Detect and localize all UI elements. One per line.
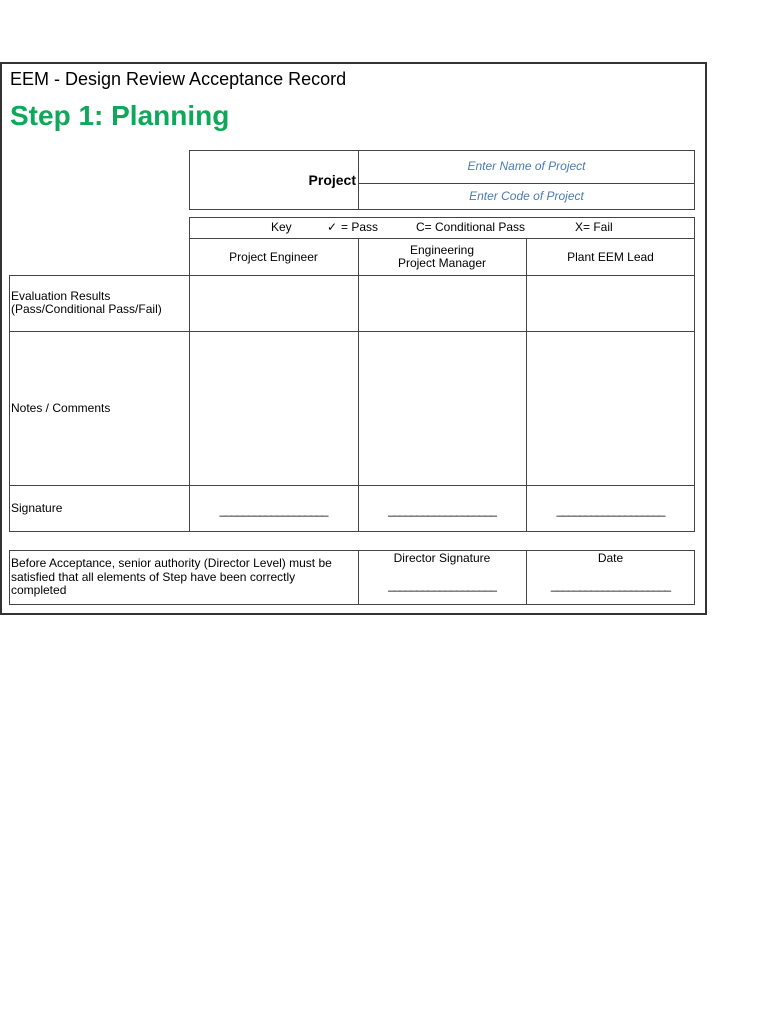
signature-label: Signature (11, 501, 63, 515)
column-header-label: Project Manager (397, 256, 487, 270)
signature-line-project-engineer[interactable]: ___________________ (219, 502, 328, 517)
evaluation-project-engineer-cell[interactable] (190, 276, 357, 330)
date-label: Date (597, 550, 624, 565)
date-line[interactable]: _____________________ (550, 577, 671, 592)
column-header-label: Engineering (409, 243, 475, 257)
notes-project-manager-cell[interactable] (359, 332, 525, 484)
check-icon: ✓ (327, 220, 338, 234)
column-header-plant-eem-lead (526, 238, 695, 276)
notes-plant-eem-lead-cell[interactable] (527, 332, 694, 484)
key-pass: = Pass (341, 220, 379, 234)
notes-project-engineer-cell[interactable] (190, 332, 357, 484)
director-signature-label: Director Signature (393, 550, 491, 565)
step-title: Step 1: Planning (10, 100, 230, 131)
project-name-field[interactable]: Enter Name of Project (467, 159, 586, 173)
row-label: Evaluation Results (11, 289, 111, 303)
signature-line-plant-eem-lead[interactable]: ___________________ (556, 502, 665, 517)
project-code-field[interactable]: Enter Code of Project (469, 189, 584, 203)
row-label: (Pass/Conditional Pass/Fail) (11, 302, 162, 316)
key-label: Key (271, 220, 292, 234)
evaluation-results-label (11, 275, 187, 331)
signature-line-project-manager[interactable]: ___________________ (388, 502, 496, 517)
evaluation-project-manager-cell[interactable] (359, 276, 525, 330)
director-signature-line[interactable]: ___________________ (388, 577, 496, 592)
key-fail: X= Fail (575, 220, 613, 234)
notes-comments-label: Notes / Comments (11, 400, 111, 415)
evaluation-plant-eem-lead-cell[interactable] (527, 276, 694, 330)
project-label: Project (308, 171, 356, 188)
column-header-label: Project Engineer (229, 249, 318, 264)
key-conditional: C= Conditional Pass (416, 220, 526, 234)
column-header-project-engineer (189, 238, 358, 276)
column-header-label: Plant EEM Lead (567, 249, 654, 264)
document-title: EEM - Design Review Acceptance Record (10, 69, 347, 89)
column-header-project-manager (358, 238, 526, 276)
acceptance-statement: Before Acceptance, senior authority (Director Level) must be satisfied that all elements of Step have been correctly completed (11, 556, 332, 598)
